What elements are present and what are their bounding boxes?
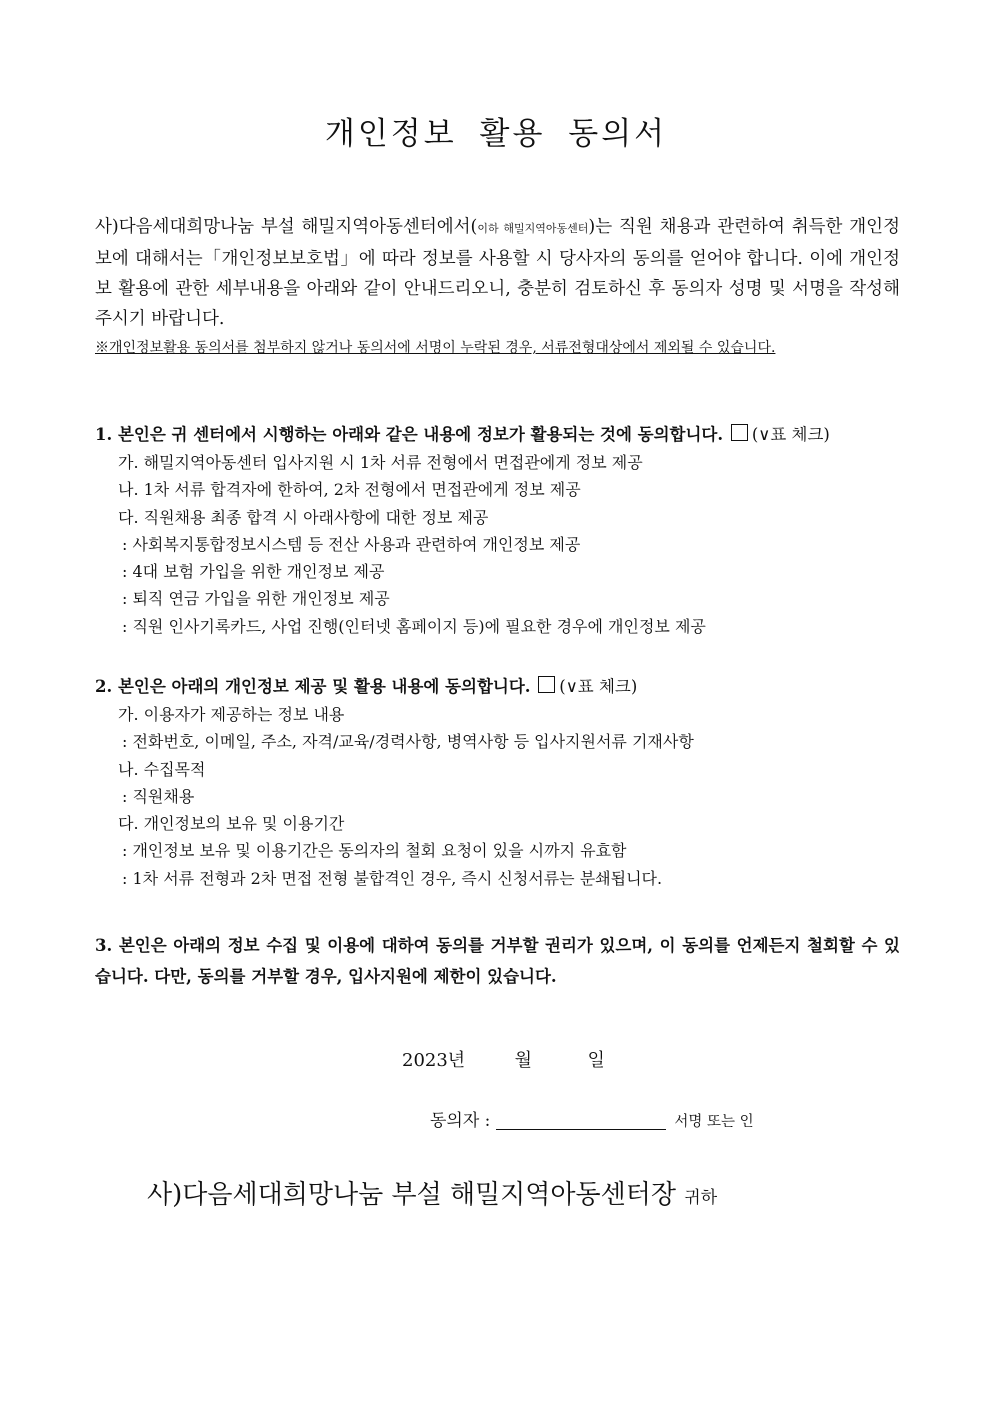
section-2-checkbox[interactable] bbox=[538, 676, 555, 693]
section-subitem: : 4대 보험 가입을 위한 개인정보 제공 bbox=[122, 562, 385, 582]
section-item: 가. 이용자가 제공하는 정보 내용 bbox=[118, 705, 345, 724]
intro-text-1: 사)다음세대희망나눔 부설 해밀지역아동센터에서( bbox=[95, 217, 478, 237]
section-2-heading bbox=[95, 673, 900, 701]
intro-abbrev: 이하 해밀지역아동센터 bbox=[477, 222, 589, 235]
section-item: 나. 수집목적 bbox=[118, 759, 206, 779]
section-3-text: 3. 본인은 아래의 정보 수집 및 이용에 대하여 동의를 거부할 권리가 있으며, 이 동의를 언제든지 철회할 수 있습니다. 다만, 동의를 거부할 경우, 입사지원에 제한이 있습니다. bbox=[95, 936, 900, 986]
date-month: 월 bbox=[514, 1050, 533, 1071]
intro-text-2: )는 직원 채용과 관련하여 취득한 개인정보에 대해서는「개인정보보호법」에 따라 정보를 사용할 시 당사자의 동의를 얻어야 합니다. 이에 개인정보 활용에 관한 세부내용을 아래와 같이 안내드리오니, 충분히 검토하신 후 동의자 성명 및 서명을 작성해 주시기 바랍니다. bbox=[95, 217, 900, 329]
addressee bbox=[147, 1174, 717, 1211]
signature-hint: 서명 또는 인 bbox=[674, 1114, 754, 1130]
signer-label: 동의자 : bbox=[430, 1111, 491, 1131]
section-1-check-hint: (∨표 체크) bbox=[751, 425, 830, 444]
section-1 bbox=[95, 421, 900, 640]
section-2-check-hint: (∨표 체크) bbox=[559, 677, 638, 696]
date-year: 2023년 bbox=[402, 1050, 466, 1071]
exclusion-notice: ※개인정보활용 동의서를 첨부하지 않거나 동의서에 서명이 누락된 경우, 서류전형대상에서 제외될 수 있습니다. bbox=[95, 340, 776, 356]
section-subitem: : 퇴직 연금 가입을 위한 개인정보 제공 bbox=[122, 589, 390, 609]
section-item: 가. 해밀지역아동센터 입사지원 시 1차 서류 전형에서 면접관에게 정보 제공 bbox=[118, 453, 643, 472]
section-1-checkbox[interactable] bbox=[731, 424, 748, 441]
section-1-heading bbox=[95, 421, 900, 449]
section-subitem: : 사회복지통합정보시스템 등 전산 사용과 관련하여 개인정보 제공 bbox=[122, 534, 581, 554]
section-item: 나. 1차 서류 합격자에 한하여, 2차 전형에서 면접관에게 정보 제공 bbox=[118, 480, 581, 500]
date-line bbox=[402, 1046, 605, 1072]
signer-line bbox=[430, 1106, 754, 1131]
section-subitem: : 1차 서류 전형과 2차 면접 전형 불합격인 경우, 즉시 신청서류는 분쇄됩니다. bbox=[122, 868, 663, 888]
section-item: 다. 직원채용 최종 합격 시 아래사항에 대한 정보 제공 bbox=[118, 507, 489, 527]
section-subitem: : 개인정보 보유 및 이용기간은 동의자의 철회 요청이 있을 시까지 유효함 bbox=[122, 841, 627, 861]
signature-field[interactable] bbox=[496, 1111, 666, 1130]
section-subitem: : 전화번호, 이메일, 주소, 자격/교육/경력사항, 병역사항 등 입사지원서류 기재사항 bbox=[122, 732, 694, 752]
section-1-heading-text: 1. 본인은 귀 센터에서 시행하는 아래와 같은 내용에 정보가 활용되는 것에 동의합니다. bbox=[95, 425, 724, 444]
section-2 bbox=[95, 673, 900, 892]
date-day: 일 bbox=[587, 1050, 605, 1071]
section-subitem: : 직원채용 bbox=[122, 786, 195, 806]
section-2-heading-text: 2. 본인은 아래의 개인정보 제공 및 활용 내용에 동의합니다. bbox=[95, 677, 531, 696]
addressee-name: 사)다음세대희망나눔 부설 해밀지역아동센터장 bbox=[147, 1180, 676, 1210]
section-item: 다. 개인정보의 보유 및 이용기간 bbox=[118, 814, 345, 834]
document-title: 개인정보 활용 동의서 bbox=[324, 116, 668, 152]
section-2-items bbox=[95, 701, 900, 892]
section-1-items bbox=[95, 449, 900, 640]
section-subitem: : 직원 인사기록카드, 사업 진행(인터넷 홈페이지 등)에 필요한 경우에 개인정보 제공 bbox=[122, 616, 706, 636]
intro-paragraph bbox=[95, 212, 900, 334]
addressee-suffix: 귀하 bbox=[684, 1188, 718, 1208]
